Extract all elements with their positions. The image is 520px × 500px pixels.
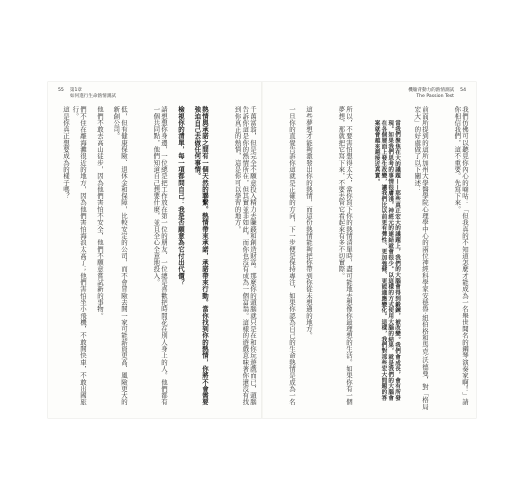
right-page-body	[268, 106, 468, 410]
right-paragraph-1: 我們仿佛可以聽見你內心的嘀咕：「但我真的不知道怎麼才能成為一名舉世聞名的鋼琴演奏家啊！」請你相信我們，這不重要。先寫下來。	[453, 106, 469, 406]
right-paragraph-5: 這些夢想才能夠激發出你的熱情，而這份熱情能夠把你帶到你從未想過的地方。	[305, 106, 313, 339]
left-paragraph-5: 低，但有健康保險、退休金和保障，比較安定的公司，而不會冒險去開一家可能薪資更高、風險更大的新創公司。	[112, 106, 128, 406]
book-title: 機艙背動力的熱情測試	[408, 88, 455, 93]
right-page-number: 54	[460, 88, 466, 93]
left-paragraph-2: 熱情與承諾之間有一個天然的聯繫。熱情帶來承諾，承諾帶來行動。當你找到你的熱情，你將不會需要強迫自己去做任何事情。	[193, 106, 209, 406]
left-page-header	[58, 88, 116, 100]
left-page-number: 55	[58, 88, 64, 93]
left-paragraph-7: 們不住在離海灘很近的地方，因為他們害怕海浪太高了；他們害怕坐小飛機，不敢開快車，不敢出國旅行。	[71, 106, 87, 406]
chapter-title: 如何進行生命熱情測試	[70, 94, 116, 99]
left-paragraph-8: 這是你真正想要成為的樣子嗎？	[62, 106, 70, 200]
right-paragraph-6: 一旦你的直覺告訴你這就是正確的方向，下一步便是保持專注，如果你認為自己的生命熱情是成為一名	[288, 106, 296, 406]
left-page-body	[56, 106, 256, 410]
book-spread	[48, 82, 476, 418]
right-paragraph-4: 所以，不要害怕想得太大，當你寫下你的熱情清單時，盡可能地去想像你最理想的生活。如果你有一個夢想，那就把它寫下來，不要去管它看起來有多不切實際。	[337, 106, 353, 406]
right-page-header	[408, 88, 466, 100]
left-paragraph-1: 千萬富翁，但是完全不願意投入精力去賺錢和創造財富。那麼你的頭腦就只是在和你玩遊戲而已，頭腦告訴你這是你的熱情所在，但其實並非如此，而你也沒有成為一個富翁。這樣的遊戲意味著你還沒有找到你真正的熱情，這是你可以學習的地方。	[233, 106, 257, 406]
block-quote: 當我們聚焦在大的議題——那些真正宏大的議題上，我們的大腦會得到鍛鍊，被改變。我們會成長，會有所發現。如果我們思考的事情很膚淺，神經元的連結就會很少。以這樣的方式使用大腦的結果，就是我們的大腦會在各個層面上發生改變，讓我們比以前更有彈性、更加強健、更能適應變化。這樣，我們對那些宏大問題的答案就會越來越接近真實。	[373, 120, 400, 401]
book-title-english: The Passion Test	[416, 94, 454, 99]
right-paragraph-2: 前面所提到的這所加州大學醫學院心理學中心的兩位神經科學家安德魯·紐伯格和馬克·沃德曼，對「格局宏大」的好處做了以下闡述：	[413, 106, 429, 410]
book-gutter	[261, 82, 263, 418]
left-paragraph-6: 他們不敢去高山徒步，因為他們害怕不安全，他們不願意嘗試新的事物。	[96, 106, 104, 319]
left-paragraph-3: 檢視你的清單，每一項都問自己：我是否願意為它付出代價？	[177, 106, 185, 286]
left-paragraph-4: 請想想你身邊，一位總是把工作放在第一位的朋友、一位總是喜歡把時間花在別人身上的人。他們都有一個共同點，他們知道自己想要什麼，並且全心全意地投入。	[152, 106, 168, 406]
chapter-number: 第1章	[69, 88, 82, 93]
